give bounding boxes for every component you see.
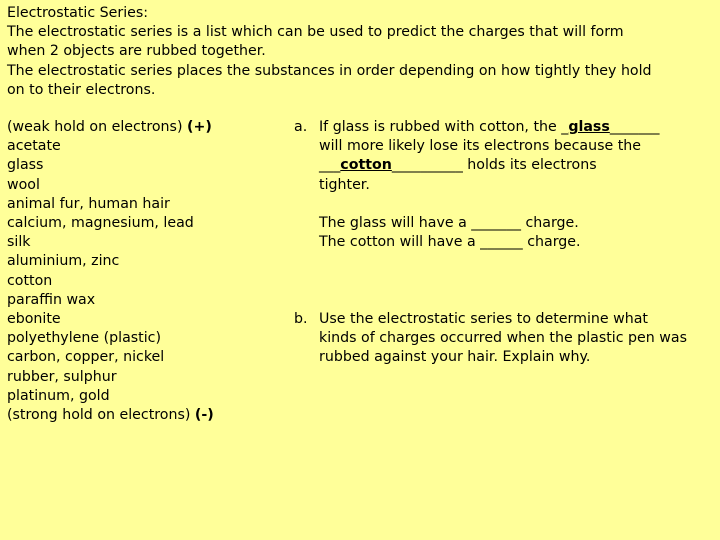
question-a-line-2: will more likely lose its electrons because the <box>319 138 642 155</box>
intro-line-4: on to their electrons. <box>7 81 156 98</box>
answer-glass: glass <box>568 119 610 135</box>
series-item: rubber, sulphur <box>7 368 117 385</box>
intro-line-2: when 2 objects are rubbed together. <box>7 43 266 60</box>
question-b <box>294 310 687 368</box>
question-b-line-2: kinds of charges occurred when the plastic pen was <box>319 330 687 347</box>
question-b-line-1: Use the electrostatic series to determine what <box>319 311 648 327</box>
answer-cotton: cotton <box>340 157 392 174</box>
series-item: wool <box>7 176 40 193</box>
series-item: animal fur, human hair <box>7 195 170 212</box>
question-a-line-3 <box>294 156 659 175</box>
series-item: platinum, gold <box>7 387 110 404</box>
series-item: paraffin wax <box>7 291 96 308</box>
question-a-label: a. <box>294 119 308 135</box>
question-a-line-1 <box>319 118 659 137</box>
question-b-label: b. <box>294 311 308 327</box>
series-item: calcium, magnesium, lead <box>7 215 194 232</box>
series-top-sign: (+) <box>187 119 212 135</box>
question-b-line-3: rubbed against your hair. Explain why. <box>319 349 591 366</box>
intro-line-1: The electrostatic series is a list which can be used to predict the charges that will form <box>7 24 624 41</box>
series-top-label <box>7 118 214 137</box>
question-a <box>294 118 659 252</box>
question-a-line-3-post: __________ holds its electrons <box>391 157 597 174</box>
series-top-text: (weak hold on electrons) <box>7 119 187 135</box>
question-a-line-5: The glass will have a _______ charge. <box>319 215 579 231</box>
series-item: silk <box>7 234 31 251</box>
question-a-line-1-pre: If glass is rubbed with cotton, the _ <box>319 119 569 135</box>
intro-section <box>7 4 712 100</box>
series-item: ebonite <box>7 311 61 328</box>
question-a-line-3-pre: ___ <box>319 157 341 174</box>
series-bottom-sign: (-) <box>194 407 214 424</box>
intro-line-3: The electrostatic series places the substances in order depending on how tightly they hold <box>7 62 652 79</box>
intro-title: Electrostatic Series: <box>7 5 149 21</box>
series-item: polyethylene (plastic) <box>7 330 162 347</box>
series-item: carbon, copper, nickel <box>7 349 165 366</box>
series-bottom-text: (strong hold on electrons) <box>7 407 195 424</box>
series-bottom-label <box>7 406 214 425</box>
series-item: cotton <box>7 272 53 289</box>
question-a-line-1-post: _______ <box>609 119 660 135</box>
question-a-line-4: tighter. <box>319 176 370 193</box>
series-item: glass <box>7 157 44 174</box>
electrostatic-series-list <box>7 118 214 425</box>
question-a-line-6: The cotton will have a ______ charge. <box>319 234 581 251</box>
series-item: aluminium, zinc <box>7 253 120 270</box>
series-item: acetate <box>7 138 61 155</box>
